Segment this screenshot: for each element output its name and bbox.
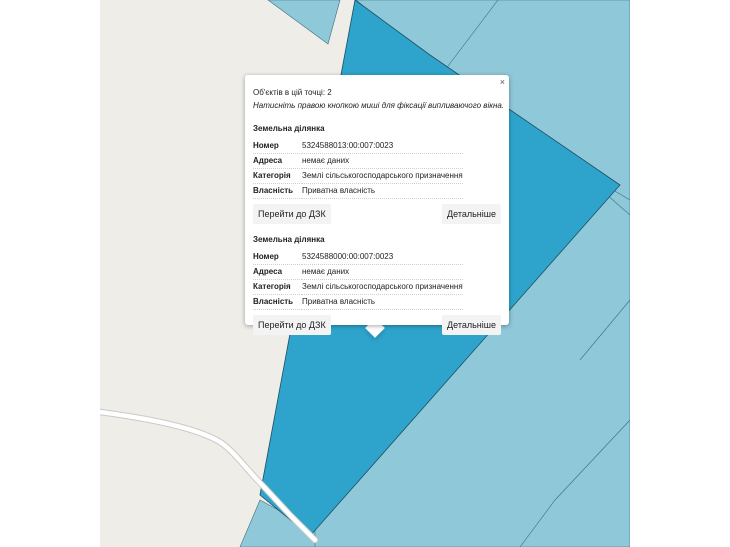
- details-button[interactable]: Детальніше: [442, 204, 501, 224]
- parcel-attributes: [253, 139, 463, 199]
- attr-value: Приватна власність: [302, 184, 463, 199]
- objects-count: Об'єктів в цій точці: 2: [253, 88, 332, 97]
- attr-key: Власність: [253, 295, 302, 310]
- attr-row: [253, 265, 463, 280]
- attr-value: Землі сільськогосподарського призначення: [302, 280, 463, 295]
- attr-row: [253, 154, 463, 169]
- details-button[interactable]: Детальніше: [442, 315, 501, 335]
- attr-key: Адреса: [253, 265, 302, 280]
- attr-row: [253, 295, 463, 310]
- attr-key: Номер: [253, 250, 302, 265]
- attr-key: Номер: [253, 139, 302, 154]
- parcel-card: [253, 235, 501, 335]
- attr-row: [253, 169, 463, 184]
- parcel-actions: [253, 315, 501, 335]
- land-parcel[interactable]: [268, 0, 340, 44]
- attr-row: [253, 184, 463, 199]
- goto-dzk-button[interactable]: Перейти до ДЗК: [253, 204, 331, 224]
- info-popup: [245, 75, 509, 330]
- attr-row: [253, 250, 463, 265]
- attr-value: Землі сільськогосподарського призначення: [302, 169, 463, 184]
- attr-key: Категорія: [253, 280, 302, 295]
- parcel-attributes: [253, 250, 463, 310]
- attr-value: немає даних: [302, 265, 463, 280]
- attr-value: 5324588013:00:007:0023: [302, 139, 463, 154]
- parcel-actions: [253, 204, 501, 224]
- parcel-card: [253, 124, 501, 224]
- parcel-title: Земельна ділянка: [253, 235, 325, 244]
- popup-hint: Натисніть правою кнопкою миші для фіксації випливаючого вікна.: [253, 101, 505, 110]
- parcel-title: Земельна ділянка: [253, 124, 325, 133]
- attr-value: 5324588000:00:007:0023: [302, 250, 463, 265]
- attr-value: Приватна власність: [302, 295, 463, 310]
- goto-dzk-button[interactable]: Перейти до ДЗК: [253, 315, 331, 335]
- attr-row: [253, 280, 463, 295]
- attr-key: Власність: [253, 184, 302, 199]
- close-icon[interactable]: ×: [499, 77, 505, 87]
- attr-row: [253, 139, 463, 154]
- attr-value: немає даних: [302, 154, 463, 169]
- attr-key: Категорія: [253, 169, 302, 184]
- attr-key: Адреса: [253, 154, 302, 169]
